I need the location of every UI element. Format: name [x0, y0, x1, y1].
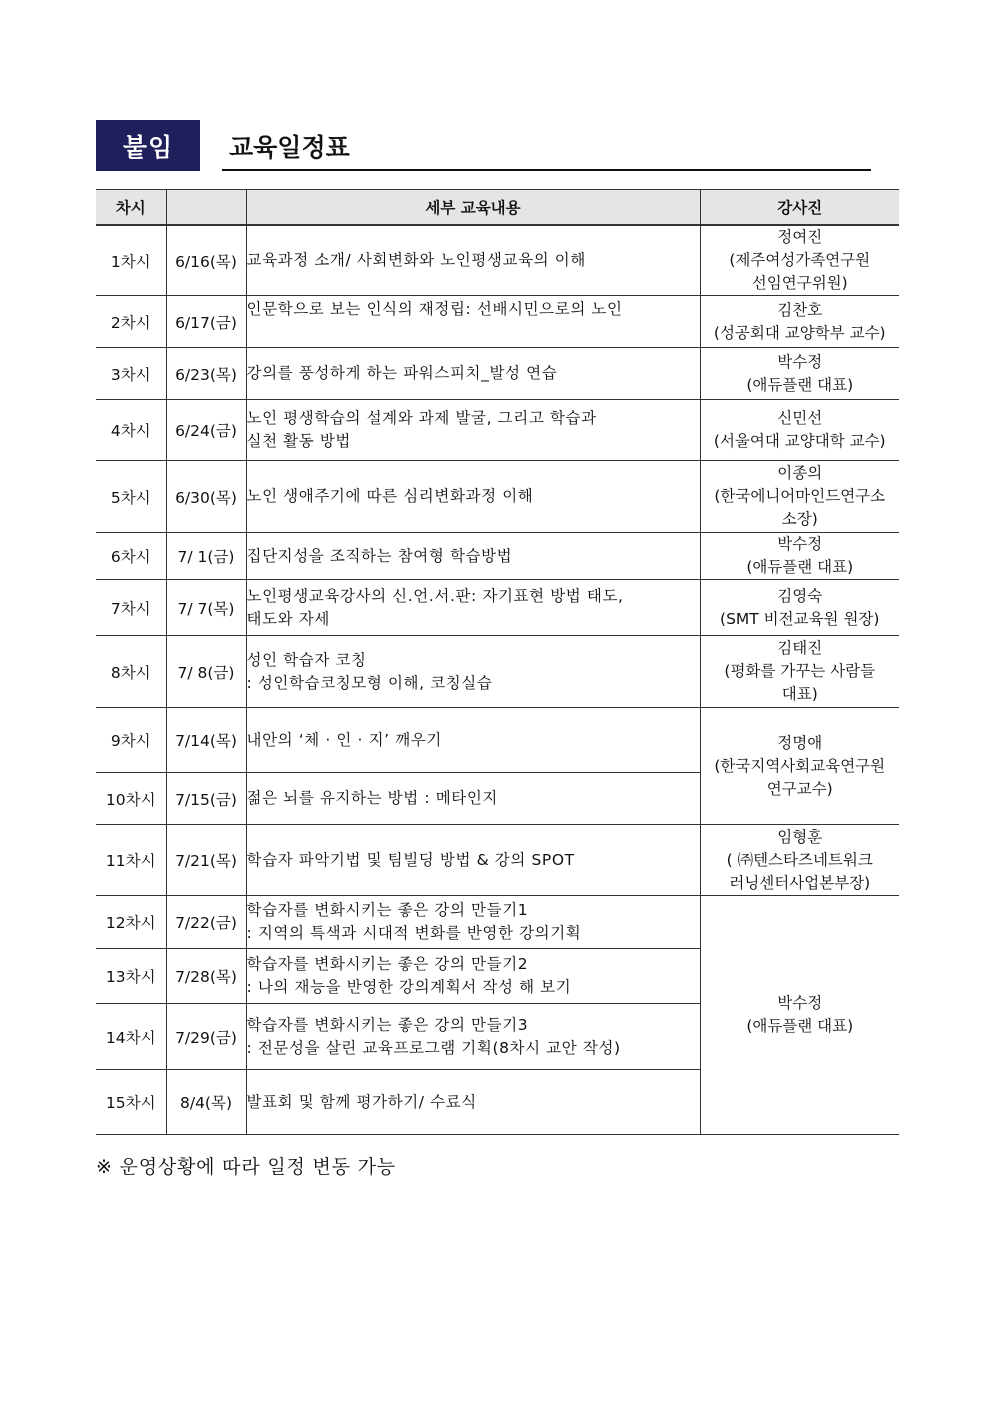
content-cell [246, 1070, 700, 1135]
content-cell [246, 896, 700, 949]
instructor-name: 신민선 [777, 409, 823, 427]
instructor-affiliation: (한국에니어마인드연구소 [714, 487, 886, 505]
content-line: 실천 활동 방법 [246, 432, 351, 450]
date-cell: 6/17(금) [166, 296, 246, 348]
content-cell [246, 773, 700, 825]
table-row [96, 533, 899, 580]
instructor-affiliation: (제주여성가족연구원 [729, 251, 871, 269]
session-cell: 2차시 [96, 296, 166, 348]
content-cell [246, 825, 700, 896]
date-cell: 7/ 7(목) [166, 580, 246, 636]
instructor-name: 임형훈 [777, 827, 823, 846]
content-line: 발표회 및 함께 평가하기/ 수료식 [246, 1092, 477, 1111]
session-cell: 12차시 [96, 896, 166, 949]
session-cell: 10차시 [96, 773, 166, 825]
table-header-row [96, 190, 899, 226]
instructor-name: 김태진 [777, 639, 823, 657]
session-cell: 4차시 [96, 400, 166, 461]
table-row [96, 225, 899, 296]
instructor-affiliation: 선임연구위원) [751, 274, 848, 292]
instructor-affiliation: (성공회대 교양학부 교수) [713, 323, 886, 342]
table-row [96, 825, 899, 896]
attachment-header [96, 120, 871, 172]
content-line: : 나의 재능을 반영한 강의계획서 작성 해 보기 [246, 978, 572, 996]
instructor-affiliation: (서울여대 교양대학 교수) [713, 432, 886, 450]
column-header-instructor: 강사진 [700, 190, 899, 226]
date-cell: 6/24(금) [166, 400, 246, 461]
column-header-date [166, 190, 246, 226]
content-cell [246, 296, 700, 348]
content-line: 노인평생교육강사의 신.언.서.판: 자기표현 방법 태도, [246, 586, 624, 605]
content-line: 태도와 자세 [246, 609, 330, 628]
instructor-cell [700, 896, 899, 1135]
date-cell: 8/4(목) [166, 1070, 246, 1135]
session-cell: 15차시 [96, 1070, 166, 1135]
content-line: 젊은 뇌를 유지하는 방법 : 메타인지 [246, 789, 498, 807]
date-cell: 7/ 8(금) [166, 636, 246, 708]
content-line: 인문학으로 보는 인식의 재정립: 선배시민으로의 노인 [246, 300, 623, 318]
table-row [96, 400, 899, 461]
session-cell: 9차시 [96, 708, 166, 773]
instructor-cell [700, 708, 899, 825]
date-cell: 7/28(목) [166, 949, 246, 1004]
column-header-session: 차시 [96, 190, 166, 226]
content-line: 노인 평생학습의 설계와 과제 발굴, 그리고 학습과 [246, 409, 597, 427]
title-underline [222, 169, 871, 171]
table-row [96, 580, 899, 636]
instructor-name: 김영숙 [777, 586, 823, 605]
session-cell: 3차시 [96, 348, 166, 400]
content-line: 집단지성을 조직하는 참여형 학습방법 [246, 546, 513, 565]
column-header-content: 세부 교육내용 [246, 190, 700, 226]
instructor-affiliation: (애듀플랜 대표) [746, 1017, 854, 1035]
content-line: 학습자를 변화시키는 좋은 강의 만들기3 [246, 1015, 529, 1034]
instructor-name: 정명애 [777, 733, 823, 752]
content-line: : 성인학습코칭모형 이해, 코칭실습 [246, 673, 493, 692]
instructor-affiliation: (애듀플랜 대표) [746, 558, 854, 576]
instructor-affiliation: 대표) [781, 685, 818, 703]
date-cell: 7/14(목) [166, 708, 246, 773]
date-cell: 7/29(금) [166, 1004, 246, 1070]
date-cell: 7/21(목) [166, 825, 246, 896]
schedule-change-note: ※ 운영상황에 따라 일정 변동 가능 [96, 1156, 396, 1178]
table-row [96, 636, 899, 708]
session-cell: 14차시 [96, 1004, 166, 1070]
attachment-badge: 붙임 [96, 120, 200, 171]
date-cell: 6/16(목) [166, 225, 246, 296]
instructor-cell [700, 225, 899, 296]
content-line: 교육과정 소개/ 사회변화와 노인평생교육의 이해 [246, 251, 586, 269]
content-line: 성인 학습자 코칭 [246, 650, 367, 669]
content-line: 내안의 ‘체 · 인 · 지’ 깨우기 [246, 730, 442, 749]
content-cell [246, 225, 700, 296]
content-cell [246, 533, 700, 580]
date-cell: 7/ 1(금) [166, 533, 246, 580]
content-cell [246, 400, 700, 461]
session-cell: 5차시 [96, 461, 166, 533]
session-cell: 13차시 [96, 949, 166, 1004]
instructor-affiliation: 러닝센터사업본부장) [729, 873, 871, 892]
schedule-table [96, 189, 899, 1135]
table-row [96, 708, 899, 773]
instructor-cell [700, 825, 899, 896]
instructor-cell [700, 636, 899, 708]
content-line: 강의를 풍성하게 하는 파워스피치_발성 연습 [246, 364, 558, 382]
instructor-cell [700, 400, 899, 461]
content-cell [246, 580, 700, 636]
content-cell [246, 636, 700, 708]
instructor-cell [700, 533, 899, 580]
table-row [96, 896, 899, 949]
content-line: 학습자를 변화시키는 좋은 강의 만들기1 [246, 901, 529, 919]
instructor-cell [700, 461, 899, 533]
instructor-affiliation: (평화를 가꾸는 사람들 [724, 662, 876, 680]
instructor-cell [700, 580, 899, 636]
instructor-name: 박수정 [777, 535, 823, 553]
instructor-affiliation: (SMT 비전교육원 원장) [720, 609, 880, 628]
instructor-name: 박수정 [777, 352, 823, 371]
instructor-affiliation: (애듀플랜 대표) [746, 375, 854, 394]
session-cell: 1차시 [96, 225, 166, 296]
content-cell [246, 708, 700, 773]
session-cell: 11차시 [96, 825, 166, 896]
instructor-affiliation: 연구교수) [766, 779, 833, 798]
content-line: 학습자 파악기법 및 팀빌딩 방법 & 강의 SPOT [246, 850, 575, 869]
date-cell: 7/22(금) [166, 896, 246, 949]
content-cell [246, 461, 700, 533]
instructor-affiliation: 소장) [781, 510, 818, 528]
content-cell [246, 1004, 700, 1070]
instructor-name: 정여진 [777, 228, 823, 246]
instructor-affiliation: ( ㈜텐스타즈네트워크 [726, 850, 873, 869]
table-row [96, 348, 899, 400]
instructor-cell [700, 348, 899, 400]
instructor-name: 김찬호 [777, 300, 823, 319]
table-row [96, 296, 899, 348]
date-cell: 6/23(목) [166, 348, 246, 400]
content-line: : 전문성을 살린 교육프로그램 기획(8차시 교안 작성) [246, 1038, 621, 1057]
session-cell: 8차시 [96, 636, 166, 708]
page-title: 교육일정표 [229, 133, 350, 162]
instructor-name: 이종의 [777, 464, 823, 482]
content-line: 노인 생애주기에 따른 심리변화과정 이해 [246, 487, 534, 505]
date-cell: 7/15(금) [166, 773, 246, 825]
session-cell: 6차시 [96, 533, 166, 580]
content-line: 학습자를 변화시키는 좋은 강의 만들기2 [246, 955, 529, 973]
instructor-name: 박수정 [777, 994, 823, 1012]
instructor-cell [700, 296, 899, 348]
date-cell: 6/30(목) [166, 461, 246, 533]
table-row [96, 461, 899, 533]
content-cell [246, 949, 700, 1004]
content-line: : 지역의 특색과 시대적 변화를 반영한 강의기획 [246, 924, 582, 942]
instructor-affiliation: (한국지역사회교육연구원 [714, 756, 886, 775]
session-cell: 7차시 [96, 580, 166, 636]
content-cell [246, 348, 700, 400]
